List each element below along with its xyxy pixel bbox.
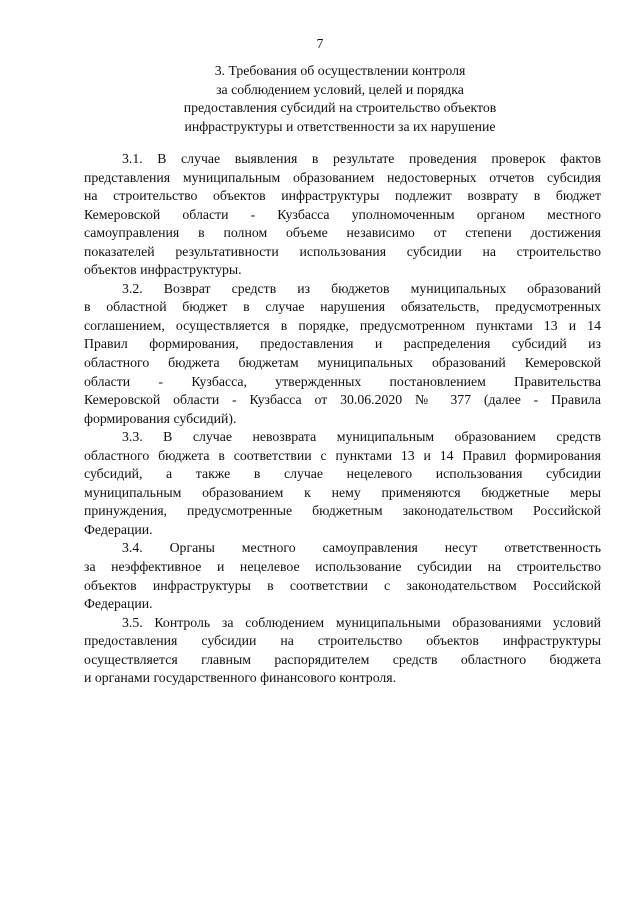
paragraph-line: самоуправления в полном объеме независимо от степени достижения: [84, 225, 601, 241]
paragraph-5: [84, 614, 601, 688]
paragraph-line: показателей результативности использования субсидии на строительство: [84, 243, 601, 259]
paragraph-line: области - Кузбасса, утвержденных постановлением Правительства: [84, 373, 601, 389]
paragraph-line: осуществляется главным распорядителем средств областного бюджета: [84, 651, 601, 667]
paragraph-3: [84, 428, 601, 539]
paragraph-line: формирования субсидий).: [84, 410, 237, 426]
paragraph-line: муниципальным образованием к нему применяются бюджетные меры: [84, 484, 601, 500]
paragraph-line: объектов инфраструктуры в соответствии с законодательством Российской: [84, 577, 601, 593]
paragraph-line: на строительство объектов инфраструктуры подлежит возврату в бюджет: [84, 188, 601, 204]
paragraph-line: предоставления субсидии на строительство объектов инфраструктуры: [84, 633, 601, 649]
paragraph-line: Кемеровской области - Кузбасса уполномоченным органом местного: [84, 206, 601, 222]
paragraph-line: Кемеровской области - Кузбасса от 30.06.2020 № 377 (далее - Правила: [84, 392, 601, 408]
paragraph-4: [84, 539, 601, 613]
paragraph-line: субсидий, а также в случае нецелевого использования субсидии: [84, 466, 601, 482]
paragraph-line: Правил формирования, предоставления и распределения субсидий из: [84, 336, 601, 352]
paragraph-line: 3.5. Контроль за соблюдением муниципальными образованиями условий: [122, 614, 601, 630]
section-title-line: предоставления субсидий на строительство объектов: [183, 100, 497, 116]
section-title: [120, 62, 560, 136]
section-title-line: 3. Требования об осуществлении контроля: [214, 63, 466, 78]
page-number: 7: [316, 36, 324, 51]
paragraph-line: в областной бюджет в случае нарушения обязательств, предусмотренных: [84, 299, 601, 315]
paragraph-line: объектов инфраструктуры.: [84, 262, 242, 278]
paragraph-line: 3.2. Возврат средств из бюджетов муниципальных образований: [122, 280, 601, 296]
paragraph-line: принуждения, предусмотренные бюджетным законодательством Российской: [84, 503, 601, 519]
paragraph-line: Федерации.: [84, 596, 153, 612]
document-body: [84, 150, 601, 688]
paragraph-line: областного бюджета бюджетам муниципальных образований Кемеровской: [84, 355, 601, 371]
paragraph-2: [84, 280, 601, 428]
paragraph-line: представления муниципальным образованием недостоверных отчетов субсидия: [84, 169, 601, 185]
paragraph-line: 3.1. В случае выявления в результате проведения проверок фактов: [122, 151, 601, 166]
paragraph-line: областного бюджета в соответствии с пунктами 13 и 14 Правил формирования: [84, 447, 601, 463]
paragraph-1: [84, 150, 601, 280]
section-title-line: инфраструктуры и ответственности за их нарушение: [184, 118, 496, 134]
paragraph-line: соглашением, осуществляется в порядке, предусмотренном пунктами 13 и 14: [84, 317, 601, 333]
paragraph-line: Федерации.: [84, 521, 153, 537]
paragraph-line: и органами государственного финансового контроля.: [84, 670, 397, 686]
section-title-line: за соблюдением условий, целей и порядка: [216, 81, 464, 97]
paragraph-line: за неэффективное и нецелевое использование субсидии на строительство: [84, 559, 601, 575]
paragraph-line: 3.4. Органы местного самоуправления несут ответственность: [122, 540, 601, 556]
paragraph-line: 3.3. В случае невозврата муниципальным образованием средств: [122, 429, 601, 445]
